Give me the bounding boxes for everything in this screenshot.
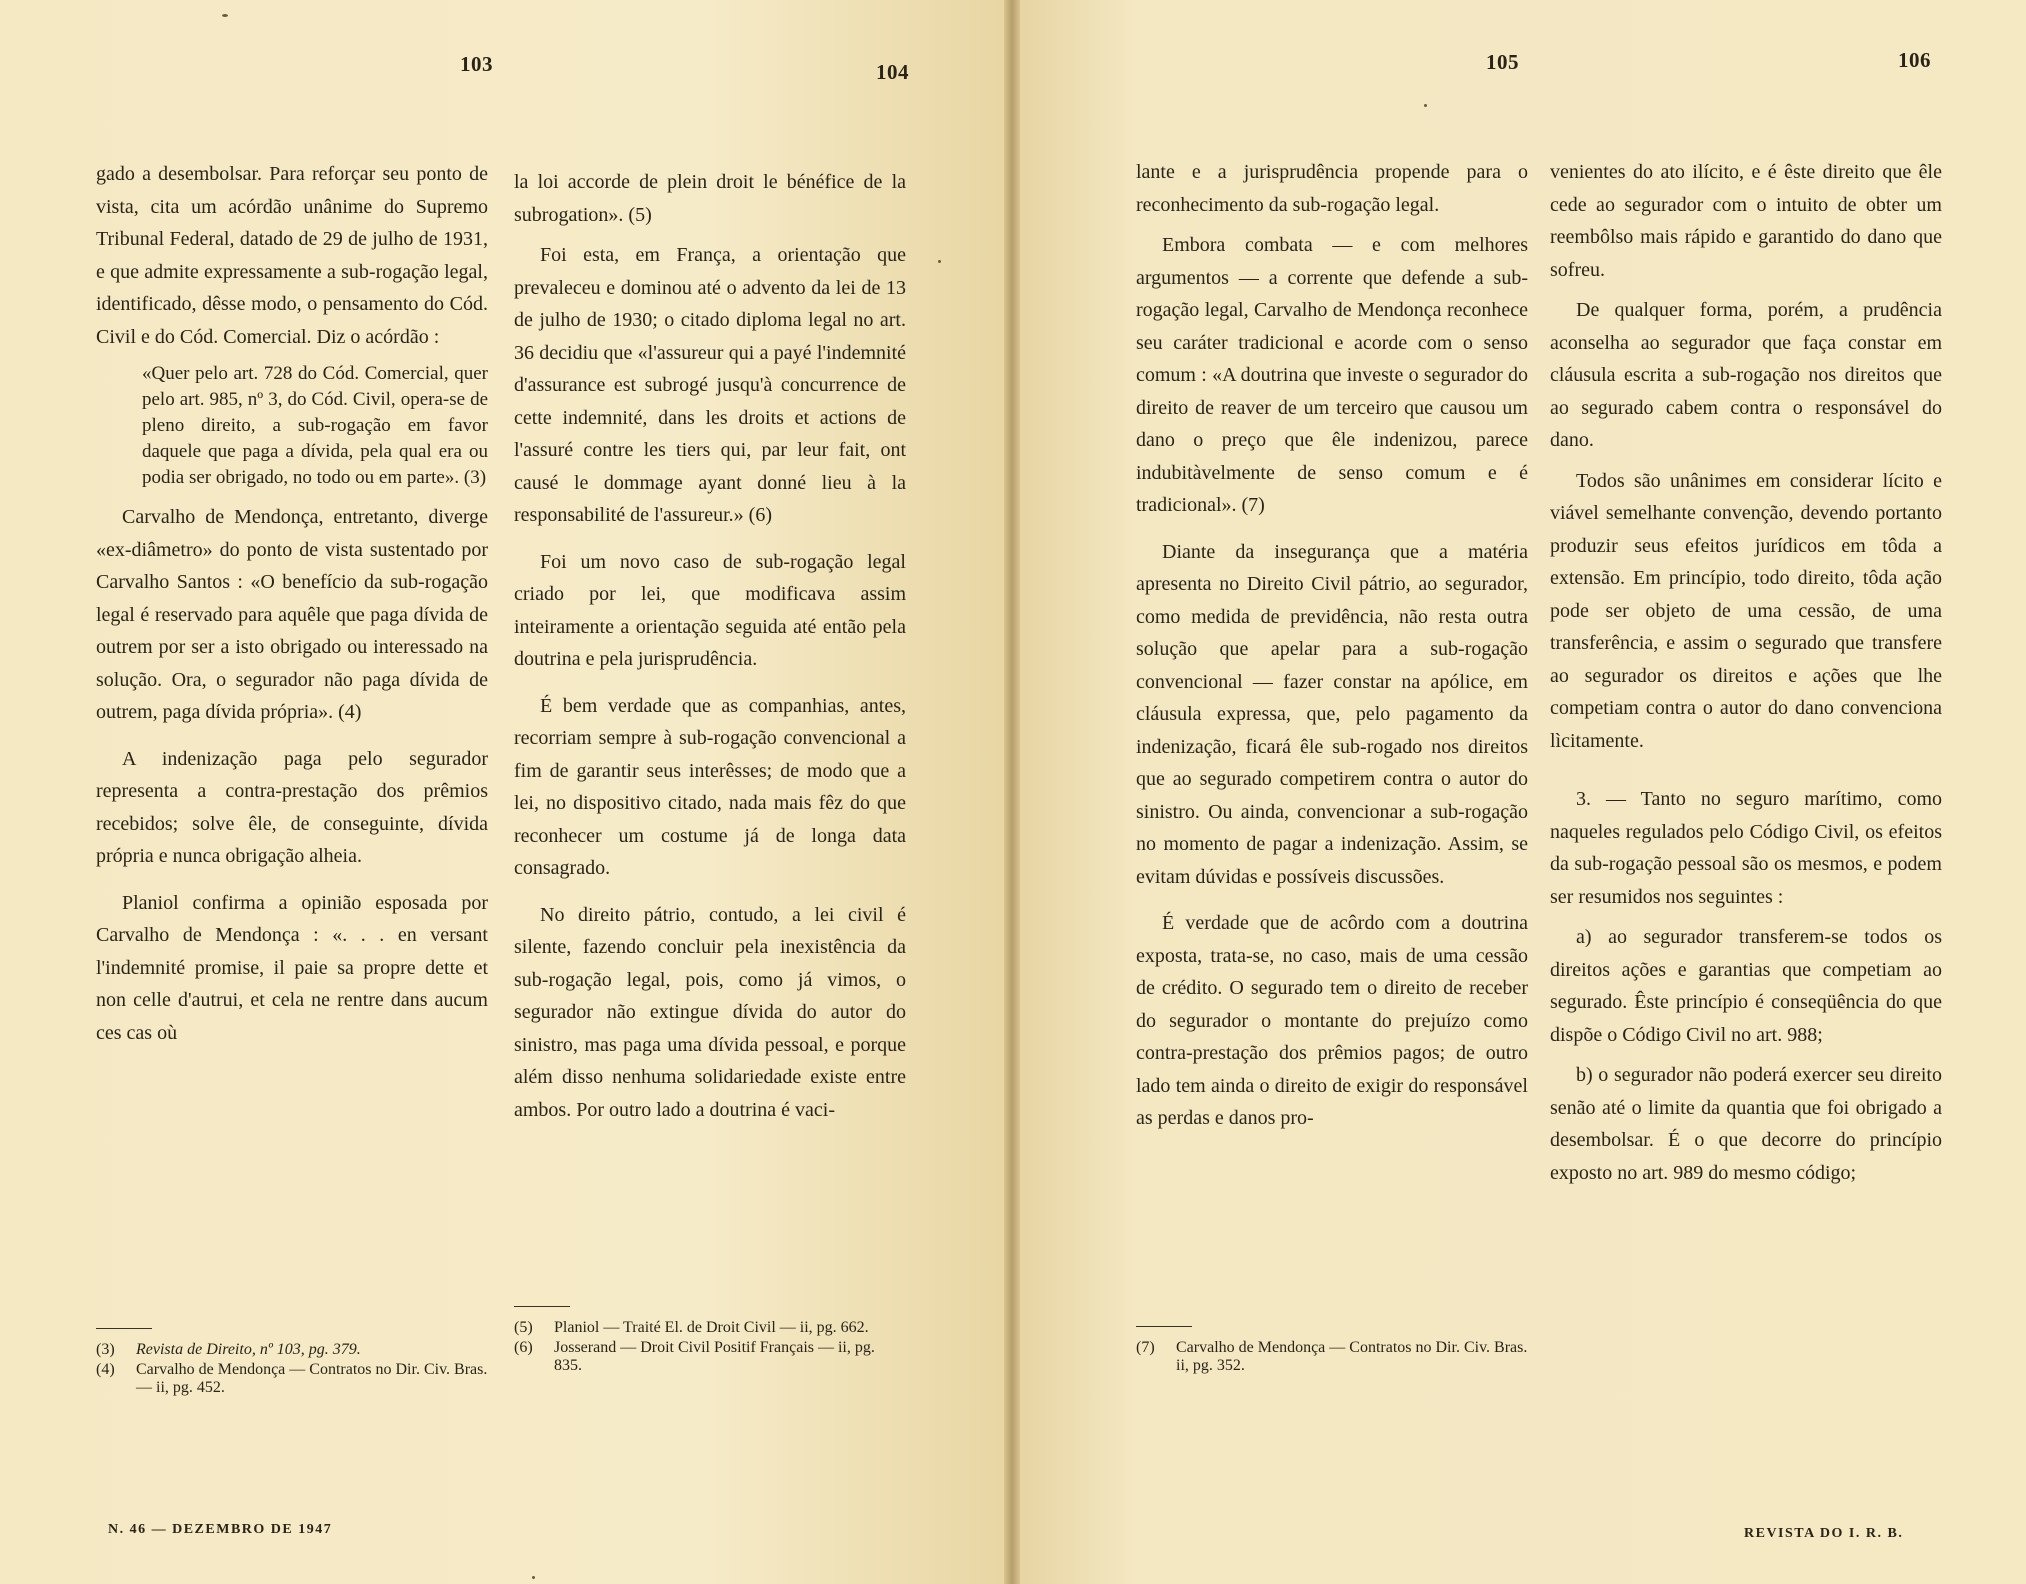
paragraph: la loi accorde de plein droit le bénéfice de la subrogation». (5) [514,171,906,226]
page-number-103: 103 [460,52,493,76]
paragraph: A indenização paga pelo segurador representa a contra-prestação dos prêmios recebidos; solve êle, de conseguinte, dívida própria e nunca obrigação alheia. [96,747,488,867]
paragraph: Carvalho de Mendonça, entretanto, diverge «ex-diâmetro» do ponto de vista sustentado por Carvalho Santos : «O benefício da sub-rogação legal é reservado para aquêle que paga dívida de outrem por ser a isto obrigado ou interessado na solução. Ora, o segurador não paga dívida de outrem, paga dívida própria». (4) [96,506,488,723]
footnote-rule [96,1328,152,1329]
paragraph: lante e a jurisprudência propende para o reconhecimento da sub-rogação legal. [1136,161,1528,216]
page-105-footnotes [1136,1316,1528,1377]
footnote: (7) Carvalho de Mendonça — Contratos no Dir. Civ. Bras. ii, pg. 352. [1136,1339,1528,1374]
paragraph: venientes do ato ilícito, e é êste direito que êle cede ao segurador com o intuito de obter um reembôlso mais rápido e garantido do dano que sofreu. [1550,161,1942,281]
paper-speck [532,1576,535,1579]
list-item: b) o segurador não poderá exercer seu direito senão até o limite da quantia que foi obrigado a desembolsar. É o que decorre do princípio exposto no art. 989 do mesmo código; [1550,1064,1942,1184]
page-103-footnotes [96,1318,488,1399]
page-103-column [96,158,488,1057]
page-104-column [514,166,906,1134]
footnote: (3) Revista de Direito, nº 103, pg. 379. [96,1341,361,1358]
paragraph: De qualquer forma, porém, a prudência aconselha ao segurador que faça constar em cláusula escrita a sub-rogação nos direitos que ao segurado cabem contra o responsável do dano. [1550,299,1942,451]
paragraph: Foi esta, em França, a orientação que prevaleceu e dominou até o advento da lei de 13 de julho de 1930; o citado diploma legal no art. 36 decidiu que «l'assureur qui a payé l'indemnité d'assurance est subrogé jusqu'à concurrence de cette indemnité, dans les droits et actions de l'assuré contre les tiers qui, par leur fait, ont causé le dommage ayant donné lieu à la responsabilité de l'assureur.» (6) [514,244,906,526]
section-paragraph: 3. — Tanto no seguro marítimo, como naqueles regulados pelo Código Civil, os efeitos da sub-rogação pessoal são os mesmos, e podem ser resumidos nos seguintes : [1550,788,1942,908]
book-gutter [1004,0,1020,1584]
footnote: (5) Planiol — Traité El. de Droit Civil — ii, pg. 662. [514,1319,869,1336]
footnote-rule [514,1306,570,1307]
paragraph: Foi um novo caso de sub-rogação legal criado por lei, que modificava assim inteiramente a orientação seguida até então pela doutrina e pela jurisprudência. [514,550,906,670]
paragraph: É verdade que de acôrdo com a doutrina exposta, trata-se, no caso, mais de uma cessão de crédito. O segurado tem o direito de receber do segurador o montante do prejuízo como contra-prestação dos prêmios pagos; de outro lado tem ainda o direito de exigir do responsável as perdas e danos pro- [1136,912,1528,1129]
footnote: (6) Josserand — Droit Civil Positif Français — ii, pg. 835. [514,1339,875,1374]
page-105-column [1136,156,1528,1143]
block-quote: «Quer pelo art. 728 do Cód. Comercial, quer pelo art. 985, nº 3, do Cód. Civil, opera-se de pleno direito, a sub-rogação em favor daquele que paga a dívida, pela qual era ou podia ser obrigado, no todo ou em parte». (3) [142,363,488,488]
page-footer-left: N. 46 — DEZEMBRO DE 1947 [108,1522,333,1537]
paper-speck [938,260,941,263]
page-106-column [1550,156,1942,1197]
paragraph: Planiol confirma a opinião esposada por Carvalho de Mendonça : «. . . en versant l'indemnité promise, il paie sa propre dette et non celle d'autrui, et cela ne rentre dans aucum ces cas où [96,891,488,1044]
paragraph: No direito pátrio, contudo, a lei civil é silente, fazendo concluir pela inexistência da sub-rogação legal, pois, como já vimos, o segurador não extingue dívida do autor do sinistro, mas paga uma dívida pessoal, e porque além disso nenhuma solidariedade existe entre ambos. Por outro lado a doutrina é vaci- [514,903,906,1121]
list-item: a) ao segurador transferem-se todos os direitos ações e garantias que competiam ao segurado. Êste princípio é conseqüência do que dispõe o Código Civil no art. 988; [1550,926,1942,1046]
paper-speck [1424,104,1427,107]
footnote-rule [1136,1326,1192,1327]
page-footer-right: REVISTA DO I. R. B. [1744,1526,1904,1541]
page-number-105: 105 [1486,50,1519,74]
paragraph: Todos são unânimes em considerar lícito e viável semelhante convenção, devendo portanto produzir seus efeitos jurídicos em tôda a extensão. Em princípio, todo direito, tôda ação pode ser objeto de uma cessão, de uma transferência, e assim o segurado que transfere ao segurador os direitos e ações que lhe competiam contra o autor do dano convenciona lìcitamente. [1550,469,1942,752]
paragraph: É bem verdade que as companhias, antes, recorriam sempre à sub-rogação convencional a fim de garantir seus interêsses; de modo que a lei, no dispositivo citado, nada mais fêz do que reconhecer um costume já de longa data consagrado. [514,694,906,879]
page-number-106: 106 [1898,48,1931,72]
paper-speck [222,14,228,17]
page-number-104: 104 [876,60,909,84]
page-104-footnotes [514,1296,906,1377]
footnote: (4) Carvalho de Mendonça — Contratos no Dir. Civ. Bras. — ii, pg. 452. [96,1361,488,1396]
paragraph: Diante da insegurança que a matéria apresenta no Direito Civil pátrio, ao segurador, como medida de previdência, não resta outra solução que apelar para a sub-rogação convencional — fazer constar na apólice, em cláusula expressa, que, pelo pagamento da indenização, ficará êle sub-rogado nos direitos que ao segurado competirem contra o autor do sinistro. Ou ainda, convencionar a sub-rogação no momento de pagar a indenização. Assim, se evitam dúvidas e possíveis discussões. [1136,540,1528,888]
paragraph: gado a desembolsar. Para reforçar seu ponto de vista, cita um acórdão unânime do Supremo Tribunal Federal, datado de 29 de julho de 1931, e que admite expressamente a sub-rogação legal, identificado, dêsse modo, o pensamento do Cód. Civil e do Cód. Comercial. Diz o acórdão : [96,163,488,348]
paragraph: Embora combata — e com melhores argumentos — a corrente que defende a sub-rogação legal, Carvalho de Mendonça reconhece seu caráter tradicional e acorde com o senso comum : «A doutrina que investe o segurador do direito de reaver de um terceiro que causou um dano o preço que êle indenizou, parece indubitàvelmente de senso comum e é tradicional». (7) [1136,234,1528,516]
